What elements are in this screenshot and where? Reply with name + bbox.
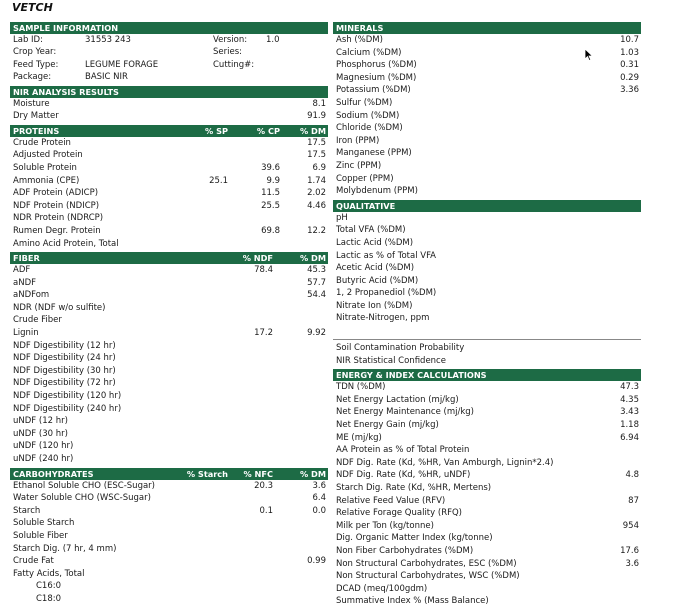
row-label: Potassium (%DM)	[336, 85, 411, 96]
value-cell: 9.9	[266, 175, 280, 186]
table-row	[10, 110, 328, 123]
row-label: Rumen Degr. Protein	[13, 225, 101, 236]
table-row	[10, 415, 328, 428]
section-title: CARBOHYDRATES	[13, 468, 94, 479]
row-label: Net Energy Lactation (mj/kg)	[336, 394, 459, 405]
row-label: NIR Statistical Confidence	[336, 355, 446, 366]
left-column	[10, 20, 328, 606]
row-label: aNDFom	[13, 290, 50, 301]
row-label: Nitrate-Nitrogen, ppm	[336, 313, 430, 324]
row-label: Fatty Acids, Total	[13, 568, 85, 579]
column-header-dm: % DM	[300, 468, 326, 479]
row-label: Adjusted Protein	[13, 150, 83, 161]
row-label: NDF Digestibility (72 hr)	[13, 378, 116, 389]
row-label: uNDF (30 hr)	[13, 428, 68, 439]
table-row	[10, 314, 328, 327]
table-row	[333, 312, 641, 325]
table-row	[333, 173, 641, 186]
table-row	[10, 453, 328, 466]
row-label: aNDF	[13, 277, 37, 288]
table-row	[333, 507, 641, 520]
table-row	[10, 543, 328, 556]
field-label: Package:	[13, 72, 52, 83]
table-row	[10, 440, 328, 453]
field-label: Version:	[213, 35, 248, 45]
row-label: Sulfur (%DM)	[336, 97, 393, 108]
table-row	[333, 262, 641, 275]
table-row	[333, 110, 641, 123]
row-label: Relative Feed Value (RFV)	[336, 495, 446, 506]
value-cell: 78.4	[254, 265, 273, 276]
value-cell: 47.3	[620, 382, 639, 393]
row-label: NDR (NDF w/o sulfite)	[13, 302, 106, 313]
row-label: Crude Fiber	[13, 315, 62, 326]
row-label: NDF Dig. Rate (Kd, %HR, Van Amburgh, Lignin*2.4)	[336, 457, 554, 468]
table-row	[10, 175, 328, 188]
table-row	[333, 84, 641, 97]
column-header-starch: % Starch	[186, 468, 228, 479]
table-row	[333, 583, 641, 596]
table-row	[10, 480, 328, 493]
value-cell: 9.92	[307, 328, 326, 339]
value-cell: 4.35	[620, 394, 639, 405]
table-row	[333, 545, 641, 558]
value-cell: 0.29	[620, 72, 639, 83]
table-row	[333, 250, 641, 263]
row-label: Total VFA (%DM)	[336, 225, 406, 236]
table-row	[333, 185, 641, 198]
table-row	[10, 225, 328, 238]
field-value: LEGUME FORAGE	[85, 59, 159, 70]
row-label: Lignin	[13, 328, 39, 339]
table-row	[333, 558, 641, 571]
value-cell: 6.4	[312, 493, 326, 504]
value-cell: 954	[622, 520, 639, 531]
table-row	[333, 59, 641, 72]
row-label: C16:0	[36, 581, 62, 592]
value-cell: 87	[628, 495, 639, 506]
qualitative-header	[333, 200, 641, 212]
value-cell: 17.2	[254, 328, 273, 339]
section-title: ENERGY & INDEX CALCULATIONS	[336, 370, 487, 381]
table-row	[333, 135, 641, 148]
table-row	[333, 444, 641, 457]
value-cell: 45.3	[307, 265, 326, 276]
value-cell: 1.74	[307, 175, 326, 186]
table-row	[10, 568, 328, 581]
row-label: Manganese (PPM)	[336, 148, 412, 159]
page-title: VETCH	[12, 1, 53, 14]
table-row	[333, 97, 641, 110]
sample-info-row	[10, 59, 328, 71]
sample-information-header	[10, 22, 328, 34]
table-row	[333, 224, 641, 237]
table-row	[10, 162, 328, 175]
row-label: NDF Digestibility (12 hr)	[13, 340, 116, 351]
row-label: DCAD (meq/100gdm)	[336, 583, 428, 594]
table-row	[10, 137, 328, 150]
carbohydrates-section	[10, 468, 328, 606]
table-row	[10, 289, 328, 302]
table-row	[333, 457, 641, 470]
value-cell: 25.5	[261, 200, 280, 211]
section-title: MINERALS	[336, 23, 384, 33]
minerals-header	[333, 22, 641, 34]
value-cell: 0.31	[620, 60, 639, 71]
fiber-header	[10, 252, 328, 264]
value-cell: 11.5	[261, 188, 280, 199]
table-row	[10, 390, 328, 403]
table-row	[10, 200, 328, 213]
field-label: Feed Type:	[13, 59, 59, 70]
row-label: Crude Protein	[13, 137, 71, 148]
row-label: 1, 2 Propanediol (%DM)	[336, 288, 437, 299]
value-cell: 1.18	[620, 420, 639, 431]
table-row	[10, 352, 328, 365]
value-cell: 8.1	[312, 98, 326, 109]
value-cell: 10.7	[620, 35, 639, 45]
row-label: C18:0	[36, 593, 62, 604]
table-row	[10, 377, 328, 390]
row-label: NDF Digestibility (120 hr)	[13, 391, 122, 402]
row-label: NDF Dig. Rate (Kd, %HR, uNDF)	[336, 470, 471, 481]
row-label: AA Protein as % of Total Protein	[336, 445, 470, 456]
row-label: Acetic Acid (%DM)	[336, 263, 415, 274]
table-row	[10, 505, 328, 518]
row-label: Non Structural Carbohydrates, WSC (%DM)	[336, 571, 520, 582]
row-label: Water Soluble CHO (WSC-Sugar)	[13, 493, 151, 504]
row-label: uNDF (120 hr)	[13, 441, 74, 452]
row-label: Copper (PPM)	[336, 173, 394, 184]
row-label: Relative Forage Quality (RFQ)	[336, 508, 462, 519]
section-title: PROTEINS	[13, 125, 60, 136]
mouse-cursor-icon	[584, 48, 594, 62]
energy-index-calculations-header	[333, 369, 641, 381]
row-label: Non Fiber Carbohydrates (%DM)	[336, 545, 474, 556]
row-label: Net Energy Maintenance (mj/kg)	[336, 407, 474, 418]
table-row	[333, 72, 641, 85]
row-label: Soil Contamination Probability	[336, 343, 465, 354]
value-cell: 17.5	[307, 137, 326, 148]
row-label: Zinc (PPM)	[336, 160, 382, 171]
row-label: uNDF (240 hr)	[13, 454, 74, 464]
table-row	[333, 595, 641, 608]
minerals-section	[333, 22, 641, 198]
table-row	[10, 149, 328, 162]
table-row	[333, 381, 641, 394]
row-label: Milk per Ton (kg/tonne)	[336, 520, 434, 531]
row-label: NDF Digestibility (30 hr)	[13, 365, 116, 376]
table-row	[10, 340, 328, 353]
field-value: 1.0	[266, 35, 280, 45]
table-row	[333, 34, 641, 47]
table-row	[10, 187, 328, 200]
column-header-nfc: % NFC	[243, 468, 273, 479]
table-row	[333, 287, 641, 300]
value-cell: 17.6	[620, 545, 639, 556]
table-row	[10, 530, 328, 543]
row-label: Amino Acid Protein, Total	[13, 238, 119, 249]
row-label: TDN (%DM)	[336, 382, 386, 393]
row-label: NDF Digestibility (240 hr)	[13, 403, 122, 414]
table-row	[10, 593, 328, 606]
proteins-header	[10, 125, 328, 137]
value-cell: 0.1	[259, 505, 273, 516]
proteins-section	[10, 125, 328, 250]
value-cell: 4.46	[307, 200, 326, 211]
table-row	[333, 570, 641, 583]
sample-information-section	[10, 22, 328, 84]
section-title: SAMPLE INFORMATION	[13, 23, 119, 33]
table-row	[333, 532, 641, 545]
table-row	[333, 469, 641, 482]
row-label: ADF	[13, 265, 31, 276]
row-label: pH	[336, 212, 348, 223]
value-cell: 57.7	[307, 277, 326, 288]
value-cell: 17.5	[307, 150, 326, 161]
value-cell: 91.9	[307, 111, 326, 122]
row-label: Phosphorus (%DM)	[336, 60, 417, 71]
table-row	[333, 160, 641, 173]
row-label: Soluble Protein	[13, 162, 77, 173]
table-row	[333, 432, 641, 445]
right-column	[333, 20, 641, 608]
value-cell: 20.3	[254, 480, 273, 491]
row-label: Ethanol Soluble CHO (ESC-Sugar)	[13, 480, 155, 491]
column-header-cp: % CP	[256, 125, 280, 136]
table-row	[10, 365, 328, 378]
row-label: Crude Fat	[13, 556, 54, 567]
carbohydrates-header	[10, 468, 328, 480]
value-cell: 3.43	[620, 407, 639, 418]
table-row	[10, 428, 328, 441]
row-label: Non Structural Carbohydrates, ESC (%DM)	[336, 558, 517, 569]
value-cell: 2.02	[307, 188, 326, 199]
table-row	[10, 277, 328, 290]
column-header-ndf: % NDF	[242, 253, 273, 264]
row-label: Chloride (%DM)	[336, 123, 403, 134]
value-cell: 25.1	[209, 175, 228, 186]
field-label: Series:	[213, 47, 243, 58]
row-label: NDF Digestibility (24 hr)	[13, 353, 116, 364]
probability-section	[333, 342, 641, 367]
column-header-dm: % DM	[300, 125, 326, 136]
row-label: Butyric Acid (%DM)	[336, 275, 419, 286]
section-title: QUALITATIVE	[336, 200, 396, 211]
row-label: Net Energy Gain (mj/kg)	[336, 420, 439, 431]
row-label: Starch Dig. (7 hr, 4 mm)	[13, 543, 117, 554]
value-cell: 1.03	[620, 47, 639, 58]
table-row	[333, 482, 641, 495]
sample-info-row	[10, 34, 328, 46]
row-label: Soluble Fiber	[13, 530, 68, 541]
value-cell: 39.6	[261, 162, 280, 173]
table-row	[10, 403, 328, 416]
energy-section	[333, 369, 641, 608]
table-row	[10, 238, 328, 251]
row-label: Magnesium (%DM)	[336, 72, 417, 83]
column-header-dm: % DM	[300, 253, 326, 264]
field-label: Lab ID:	[13, 35, 43, 45]
value-cell: 4.8	[625, 470, 639, 481]
field-label: Cutting#:	[213, 59, 255, 70]
table-row	[333, 394, 641, 407]
row-label: Nitrate Ion (%DM)	[336, 300, 413, 311]
row-label: Dry Matter	[13, 111, 59, 122]
table-row	[10, 492, 328, 505]
section-title: FIBER	[13, 253, 40, 264]
value-cell: 3.6	[625, 558, 639, 569]
row-label: Starch	[13, 505, 41, 516]
value-cell: 69.8	[261, 225, 280, 236]
table-row	[333, 212, 641, 225]
section-divider	[333, 339, 641, 340]
field-label: Crop Year:	[13, 47, 57, 58]
field-value: 31553 243	[85, 35, 131, 45]
sample-info-row	[10, 46, 328, 58]
table-row	[333, 419, 641, 432]
table-row	[10, 264, 328, 277]
row-label: Calcium (%DM)	[336, 47, 402, 58]
nir-analysis-section	[10, 86, 328, 123]
table-row	[333, 495, 641, 508]
row-label: Iron (PPM)	[336, 135, 380, 146]
row-label: Ammonia (CPE)	[13, 175, 80, 186]
qualitative-section	[333, 200, 641, 325]
value-cell: 3.36	[620, 85, 639, 96]
table-row	[333, 300, 641, 313]
row-label: ME (mj/kg)	[336, 432, 382, 443]
table-row	[333, 47, 641, 60]
table-row	[333, 342, 641, 355]
table-row	[333, 237, 641, 250]
value-cell: 6.9	[312, 162, 326, 173]
row-label: Moisture	[13, 98, 50, 109]
row-label: ADF Protein (ADICP)	[13, 188, 99, 199]
table-row	[10, 327, 328, 340]
table-row	[333, 122, 641, 135]
table-row	[10, 517, 328, 530]
row-label: Molybdenum (PPM)	[336, 186, 418, 197]
column-header-sp: % SP	[205, 125, 228, 136]
value-cell: 3.6	[312, 480, 326, 491]
row-label: Lactic as % of Total VFA	[336, 250, 436, 261]
row-label: Soluble Starch	[13, 518, 75, 529]
row-label: NDR Protein (NDRCP)	[13, 213, 104, 224]
table-row	[10, 580, 328, 593]
row-label: Dig. Organic Matter Index (kg/tonne)	[336, 533, 493, 544]
value-cell: 6.94	[620, 432, 639, 443]
table-row	[10, 98, 328, 111]
table-row	[10, 212, 328, 225]
table-row	[333, 147, 641, 160]
value-cell: 12.2	[307, 225, 326, 236]
table-row	[333, 520, 641, 533]
sample-info-row	[10, 71, 328, 83]
table-row	[333, 406, 641, 419]
row-label: Ash (%DM)	[336, 35, 383, 45]
row-label: uNDF (12 hr)	[13, 416, 68, 427]
field-value: BASIC NIR	[85, 72, 128, 83]
value-cell: 0.0	[312, 505, 326, 516]
value-cell: 54.4	[307, 290, 326, 301]
section-title: NIR ANALYSIS RESULTS	[13, 86, 119, 97]
table-row	[333, 275, 641, 288]
row-label: NDF Protein (NDICP)	[13, 200, 100, 211]
table-row	[333, 355, 641, 368]
table-row	[10, 555, 328, 568]
nir-analysis-results-header	[10, 86, 328, 98]
row-label: Lactic Acid (%DM)	[336, 237, 414, 248]
table-row	[10, 302, 328, 315]
row-label: Summative Index % (Mass Balance)	[336, 596, 489, 607]
row-label: Starch Dig. Rate (Kd, %HR, Mertens)	[336, 483, 492, 493]
fiber-section	[10, 252, 328, 466]
row-label: Sodium (%DM)	[336, 110, 400, 121]
value-cell: 0.99	[307, 556, 326, 567]
